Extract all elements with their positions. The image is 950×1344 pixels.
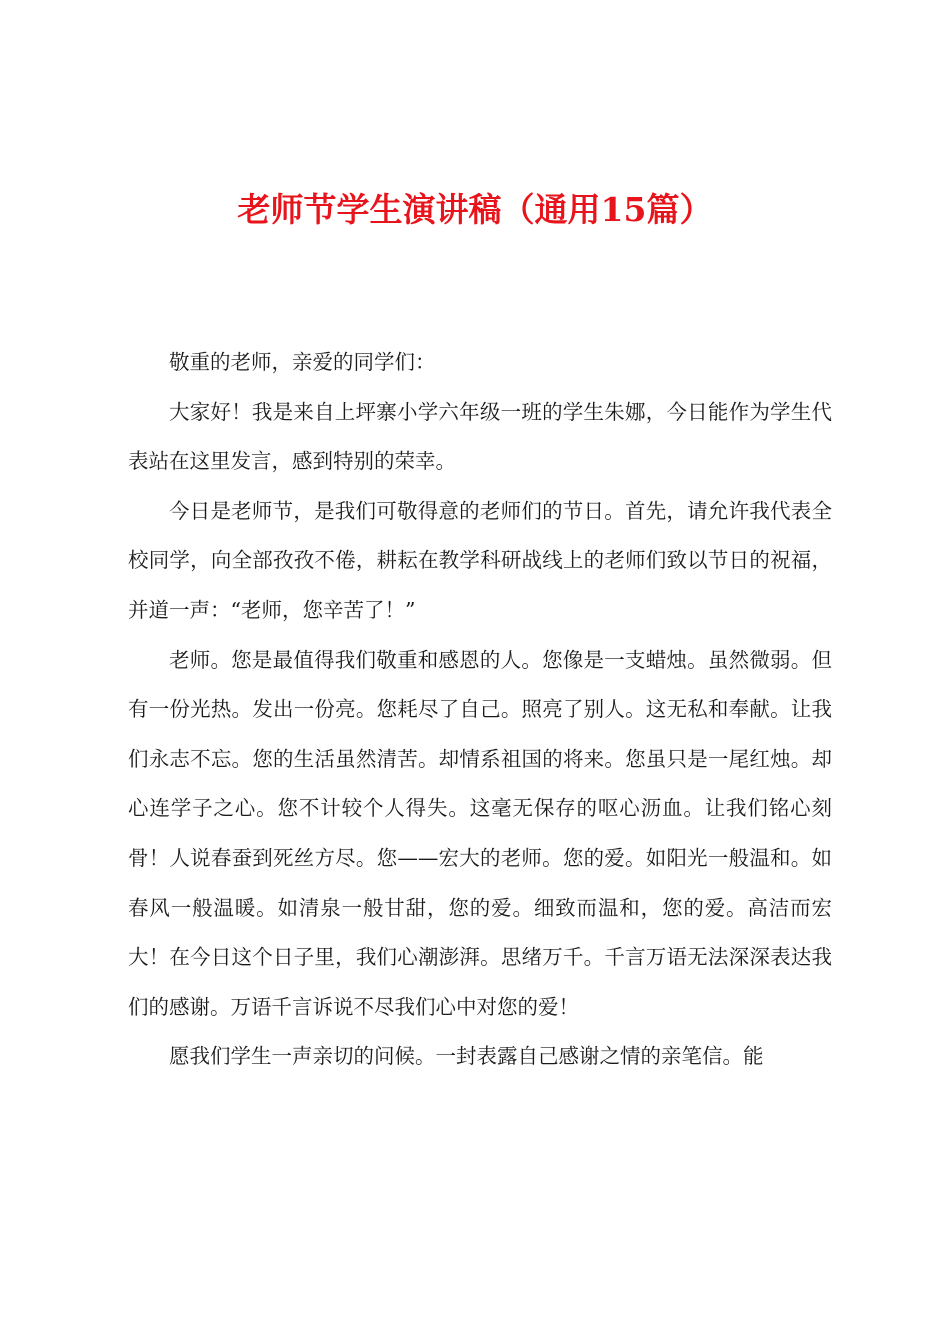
document-body — [128, 338, 832, 1082]
paragraph-greeting: 敬重的老师，亲爱的同学们： — [169, 350, 436, 374]
document-title: 老师节学生演讲稿（通用15篇） — [237, 190, 713, 229]
paragraph-wishes: 愿我们学生一声亲切的问候。一封表露自己感谢之情的亲笔信。能 — [169, 1044, 764, 1069]
paragraph-teachers-day: 今日是老师节，是我们可敬得意的老师们的节日。首先，请允许我代表全校同学，向全部孜孜不倦，耕耘在教学科研战线上的老师们致以节日的祝福，并道一声：“老师，您辛苦了！” — [128, 498, 832, 622]
paragraph-tribute: 老师。您是最值得我们敬重和感恩的人。您像是一支蜡烛。虽然微弱。但有一份光热。发出一份亮。您耗尽了自己。照亮了别人。这无私和奉献。让我们永志不忘。您的生活虽然清苦。却情系祖国的将来。您虽只是一尾红烛。却心连学子之心。您不计较个人得失。这毫无保存的呕心沥血。让我们铭心刻骨！人说春蚕到死丝方尽。您——宏大的老师。您的爱。如阳光一般温和。如春风一般温暖。如清泉一般甘甜，您的爱。细致而温和，您的爱。高洁而宏大！在今日这个日子里，我们心潮澎湃。思绪万千。千言万语无法深深表达我们的感谢。万语千言诉说不尽我们心中对您的爱！ — [128, 647, 832, 1019]
paragraph-introduction: 大家好！我是来自上坪寨小学六年级一班的学生朱娜，今日能作为学生代表站在这里发言，感到特别的荣幸。 — [128, 399, 832, 474]
